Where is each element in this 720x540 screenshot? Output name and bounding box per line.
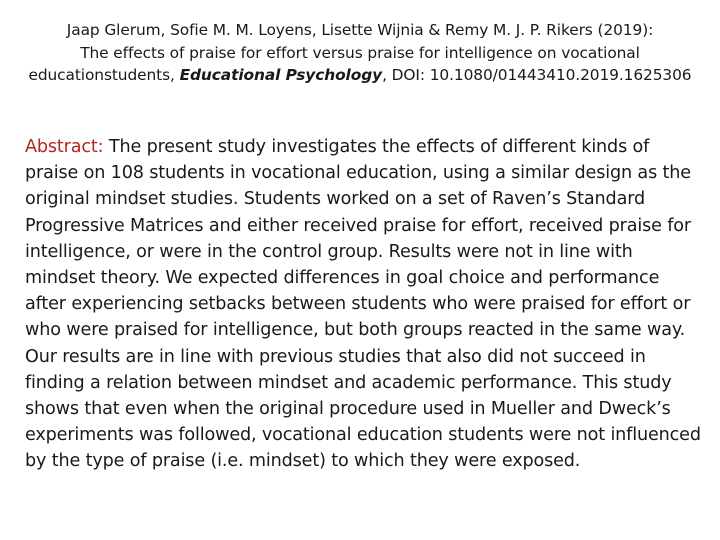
citation-authors: Jaap Glerum, Sofie M. M. Loyens, Lisette Wijnia & Remy M. J. P. Rikers (2019): (66, 21, 654, 39)
citation-title: The effects of praise for effort versus praise for intelligence on vocational educationstudents, (28, 43, 640, 84)
citation-journal: Educational Psychology (179, 66, 383, 84)
citation-doi: , DOI: 10.1080/01443410.2019.1625306 (382, 66, 692, 84)
abstract (25, 134, 705, 475)
citation (20, 19, 700, 87)
abstract-text: The present study investigates the effects of different kinds of praise on 108 students in vocational education, using a similar design as the original mindset studies. Students worked on a set of Raven’s Standard Progressive Matrices and either received praise for effort, received praise for intelligence, or were in the control group. Results were not in line with mindset theory. We expected differences in goal choice and performance after experiencing setbacks between students who were praised for effort or who were praised for intelligence, but both groups reacted in the same way. Our results are in line with previous studies that also did not succeed in finding a relation between mindset and academic performance. This study shows that even when the original procedure used in Mueller and Dweck’s experiments was followed, vocational education students were not influenced by the type of praise (i.e. mindset) to which they were exposed. (25, 137, 701, 472)
abstract-label: Abstract: (25, 137, 104, 157)
